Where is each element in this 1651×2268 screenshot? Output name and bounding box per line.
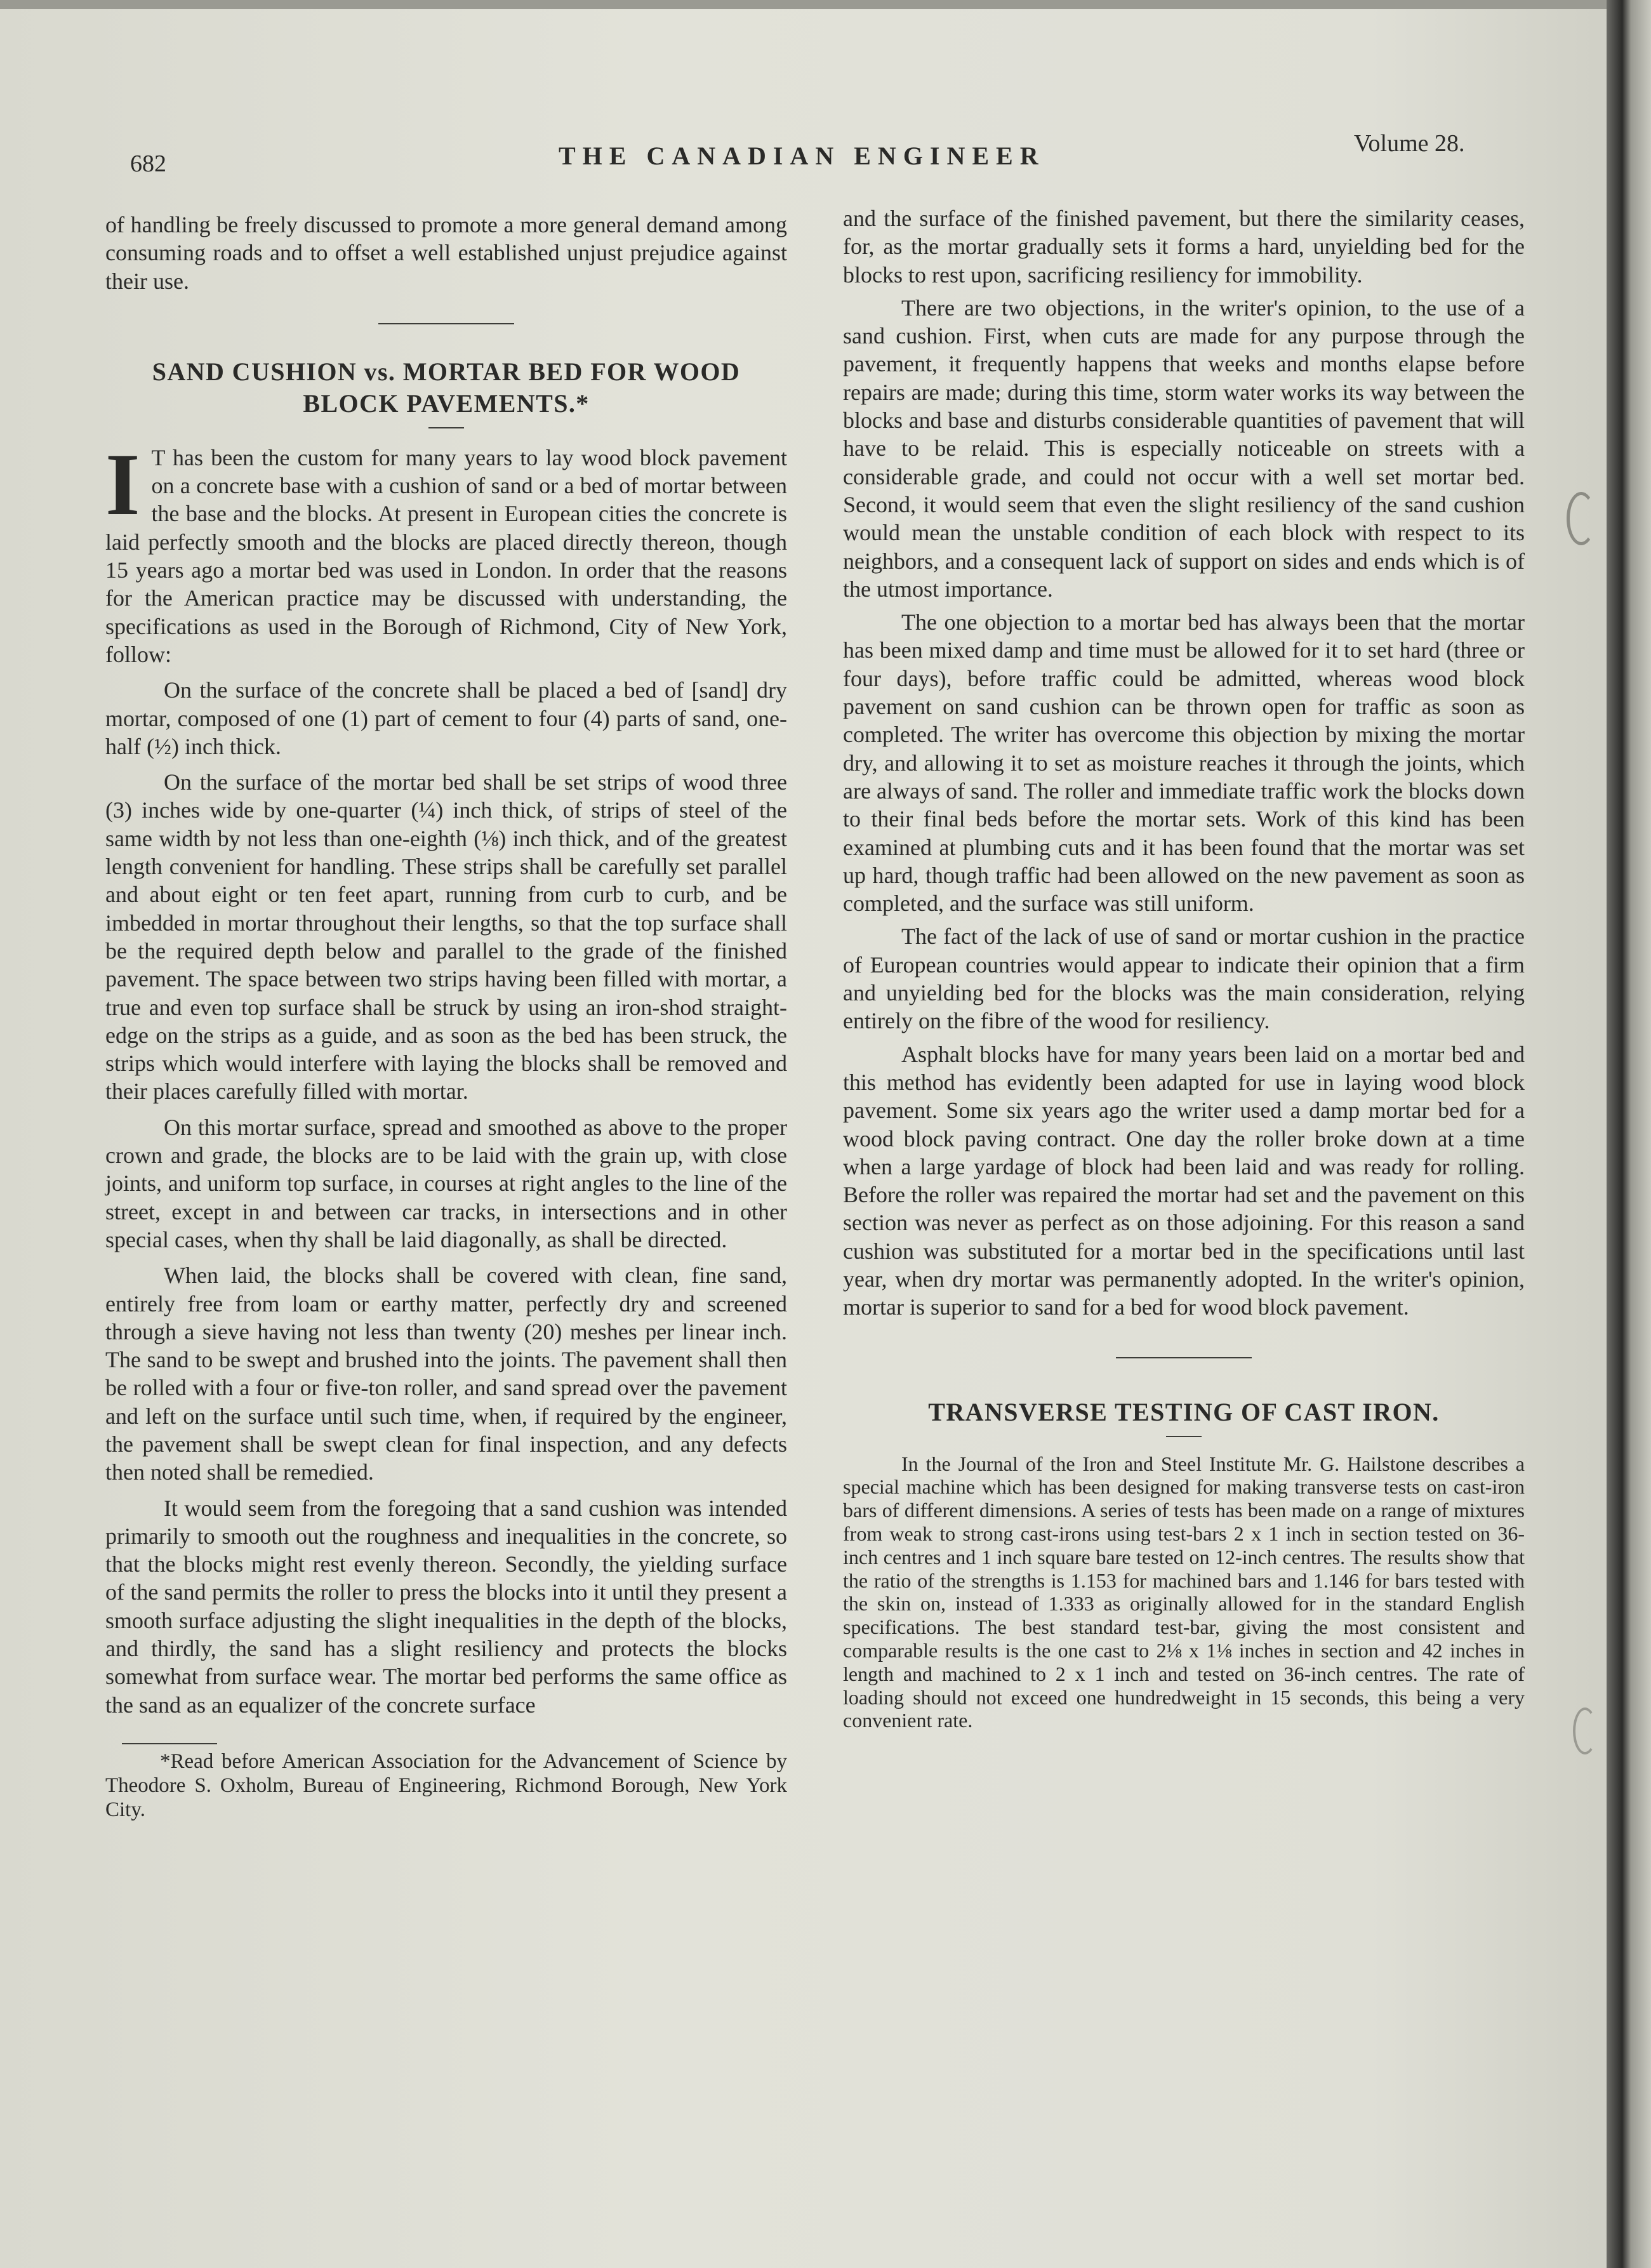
article-body xyxy=(843,1452,1525,1733)
footnote-rule xyxy=(122,1743,217,1744)
intro-paragraph: of handling be freely discussed to promote a more general demand among consuming roads and to offset a well established unjust prejudice against their use. xyxy=(105,212,787,294)
footnote xyxy=(105,1749,787,1822)
drop-cap: I xyxy=(105,435,140,534)
article-paragraph: Asphalt blocks have for many years been laid on a mortar bed and this method has evidently been adapted for use in laying wood block pavement. Some six years ago the writer used a damp mortar bed for a wood block paving contract. One day the roller broke down at a time when a large yardage of block had been laid and was ready for rolling. Before the roller was repaired the mortar had set and the pavement on this section was never as perfect as on those adjoining. For this reason a sand cushion was substituted for a mortar bed in the specifications until last year, when dry mortar was permanently adopted. In the writer's opinion, mortar is superior to sand for a bed for wood block pavement. xyxy=(843,1041,1525,1320)
article-paragraph: It would seem from the foregoing that a sand cushion was intended primarily to smooth out the roughness and inequalities in the concrete, so that the blocks might rest evenly thereon. Secondly, the yielding surface of the sand permits the roller to press the blocks into it until they present a smooth surface adjusting the slight inequalities in the depth of the blocks, and thirdly, the sand has a slight resiliency and protects the blocks somewhat from surface wear. The mortar bed performs the same office as the sand as an equalizer of the concrete surface xyxy=(105,1495,787,1718)
article-paragraph: and the surface of the finished pavement, but there the similarity ceases, for, as the mortar gradually sets it forms a hard, unyielding bed for the blocks to rest upon, sacrificing resiliency for immobility. xyxy=(843,206,1525,288)
page-number: 682 xyxy=(130,150,166,177)
paragraph-text: T has been the custom for many years to lay wood block pavement on a concrete base with a cushion of sand or a bed of mortar between the base and the blocks. At present in European cities the concrete is laid perfectly smooth and the blocks are placed directly thereon, though 15 years ago a mortar bed was used in London. In order that the reasons for the American practice may be discussed with understanding, the specifications as used in the Borough of Richmond, City of New York, follow: xyxy=(105,444,787,667)
article-paragraph: There are two objections, in the writer's opinion, to the use of a sand cushion. First, when cuts are made for any purpose through the pavement, it frequently happens that weeks and months elapse before repairs are made; during this time, storm water works its way between the blocks and base and disturbs considerable quantities of pavement that will have to be relaid. This is especially noticeable on streets with a considerable grade, and could not occur with a well set mortar bed. Second, it would seem that even the slight resiliency of the sand cushion would mean the unstable condition of each block with respect to its neighbors, and a consequent lack of support on sides and ends which is of the utmost importance. xyxy=(843,295,1525,602)
binding-gutter xyxy=(1607,0,1651,2268)
journal-title: THE CANADIAN ENGINEER xyxy=(559,142,1045,170)
article-paragraph: In the Journal of the Iron and Steel Institute Mr. G. Hailstone describes a special machine which has been designed for making transverse tests on cast-iron bars of different dimensions. A series of tests has been made on a range of mixtures from weak to strong cast-irons using test-bars 2 x 1 inch in section tested on 36-inch centres and 1 inch square bare tested on 12-inch centres. The results show that the ratio of the strengths is 1.153 for machined bars and 1.146 for bars tested with the skin on, instead of 1.333 as originally allowed for in the standard English specifications. The best standard test-bar, giving the most consistent and comparable results is the one cast to 2⅛ x 1⅛ inches in section and 42 inches in length and machined to 2 x 1 inch and tested on 36-inch centres. The rate of loading should not exceed one hundredweight in 15 seconds, this being a very convenient rate. xyxy=(843,1452,1525,1732)
article-paragraph xyxy=(105,435,787,668)
section-divider xyxy=(1116,1357,1252,1358)
title-rule xyxy=(428,427,464,428)
footnote-mark: * xyxy=(160,1749,171,1773)
article-paragraph: The one objection to a mortar bed has always been that the mortar has been mixed damp and time must be allowed for it to set hard (three or four days), before traffic could be admitted, whereas wood block pavement on sand cushion can be thrown open for traffic as soon as completed. The writer has overcome this objection by mixing the mortar dry, and allowing it to set as moisture reaches it through the joints, which are always of sand. The roller and immediate traffic work the blocks down to their final beds before the mortar sets. Work of this kind has been examined at plumbing cuts and it has been found that the mortar was set up hard, though traffic had been allowed on the new pavement as soon as completed, and the surface was still uniform. xyxy=(843,609,1525,917)
article-paragraph: The fact of the lack of use of sand or mortar cushion in the practice of European countries would appear to indicate their opinion that a firm and unyielding bed for the blocks was the main consideration, relying entirely on the fibre of the wood for resiliency. xyxy=(843,924,1525,1034)
binding-hole-mark xyxy=(1573,1708,1597,1754)
running-header xyxy=(0,127,1612,177)
article-title: SAND CUSHION vs. MORTAR BED FOR WOOD BLOCK PAVEMENTS.* xyxy=(152,357,741,418)
right-column xyxy=(843,204,1525,1732)
left-column xyxy=(105,211,787,1822)
title-rule xyxy=(1166,1436,1202,1437)
article-title: TRANSVERSE TESTING OF CAST IRON. xyxy=(928,1397,1440,1426)
spec-paragraph: On the surface of the concrete shall be placed a bed of [sand] dry mortar, composed of one (1) part of cement to four (4) parts of sand, one-half (½) inch thick. xyxy=(105,677,787,759)
section-divider xyxy=(378,323,514,324)
page-top-edge xyxy=(0,0,1651,9)
spec-paragraph: On this mortar surface, spread and smoothed as above to the proper crown and grade, the blocks are to be laid with the grain up, with close joints, and uniform top surface, in courses at right angles to the line of the street, except in and between car tracks, in intersections and in other special cases, when thy shall be laid diagonally, as shall be directed. xyxy=(105,1114,787,1252)
spec-paragraph: On the surface of the mortar bed shall be set strips of wood three (3) inches wide by one-quarter (¼) inch thick, of strips of steel of the same width by not less than one-eighth (⅛) inch thick, and of the greatest length convenient for handling. These strips shall be carefully set parallel and about eight or ten feet apart, running from curb to curb, and be imbedded in mortar throughout their lengths, so that the top surface shall be the required depth below and parallel to the grade of the finished pavement. The space between two strips having been filled with mortar, a true and even top surface shall be struck by using an iron-shod straight-edge on the strips as a guide, and as soon as the bed has been struck, the strips which would interfere with laying the blocks shall be removed and their places carefully filled with mortar. xyxy=(105,769,787,1104)
footnote-text: Read before American Association for the Advancement of Science by Theodore S. Oxholm, Bureau of Engineering, Richmond Borough, New York City. xyxy=(105,1749,787,1821)
volume-label: Volume 28. xyxy=(1354,130,1465,157)
spec-paragraph: When laid, the blocks shall be covered with clean, fine sand, entirely free from loam or earthy matter, perfectly dry and screened through a sieve having not less than twenty (20) meshes per linear inch. The sand to be swept and brushed into the joints. The pavement shall then be rolled with a four or five-ton roller, and sand spread over the pavement and left on the surface until such time, when, if required by the engineer, the pavement shall be swept clean for final inspection, and any defects then noted shall be remedied. xyxy=(105,1263,787,1485)
binding-hole-mark xyxy=(1567,492,1596,545)
